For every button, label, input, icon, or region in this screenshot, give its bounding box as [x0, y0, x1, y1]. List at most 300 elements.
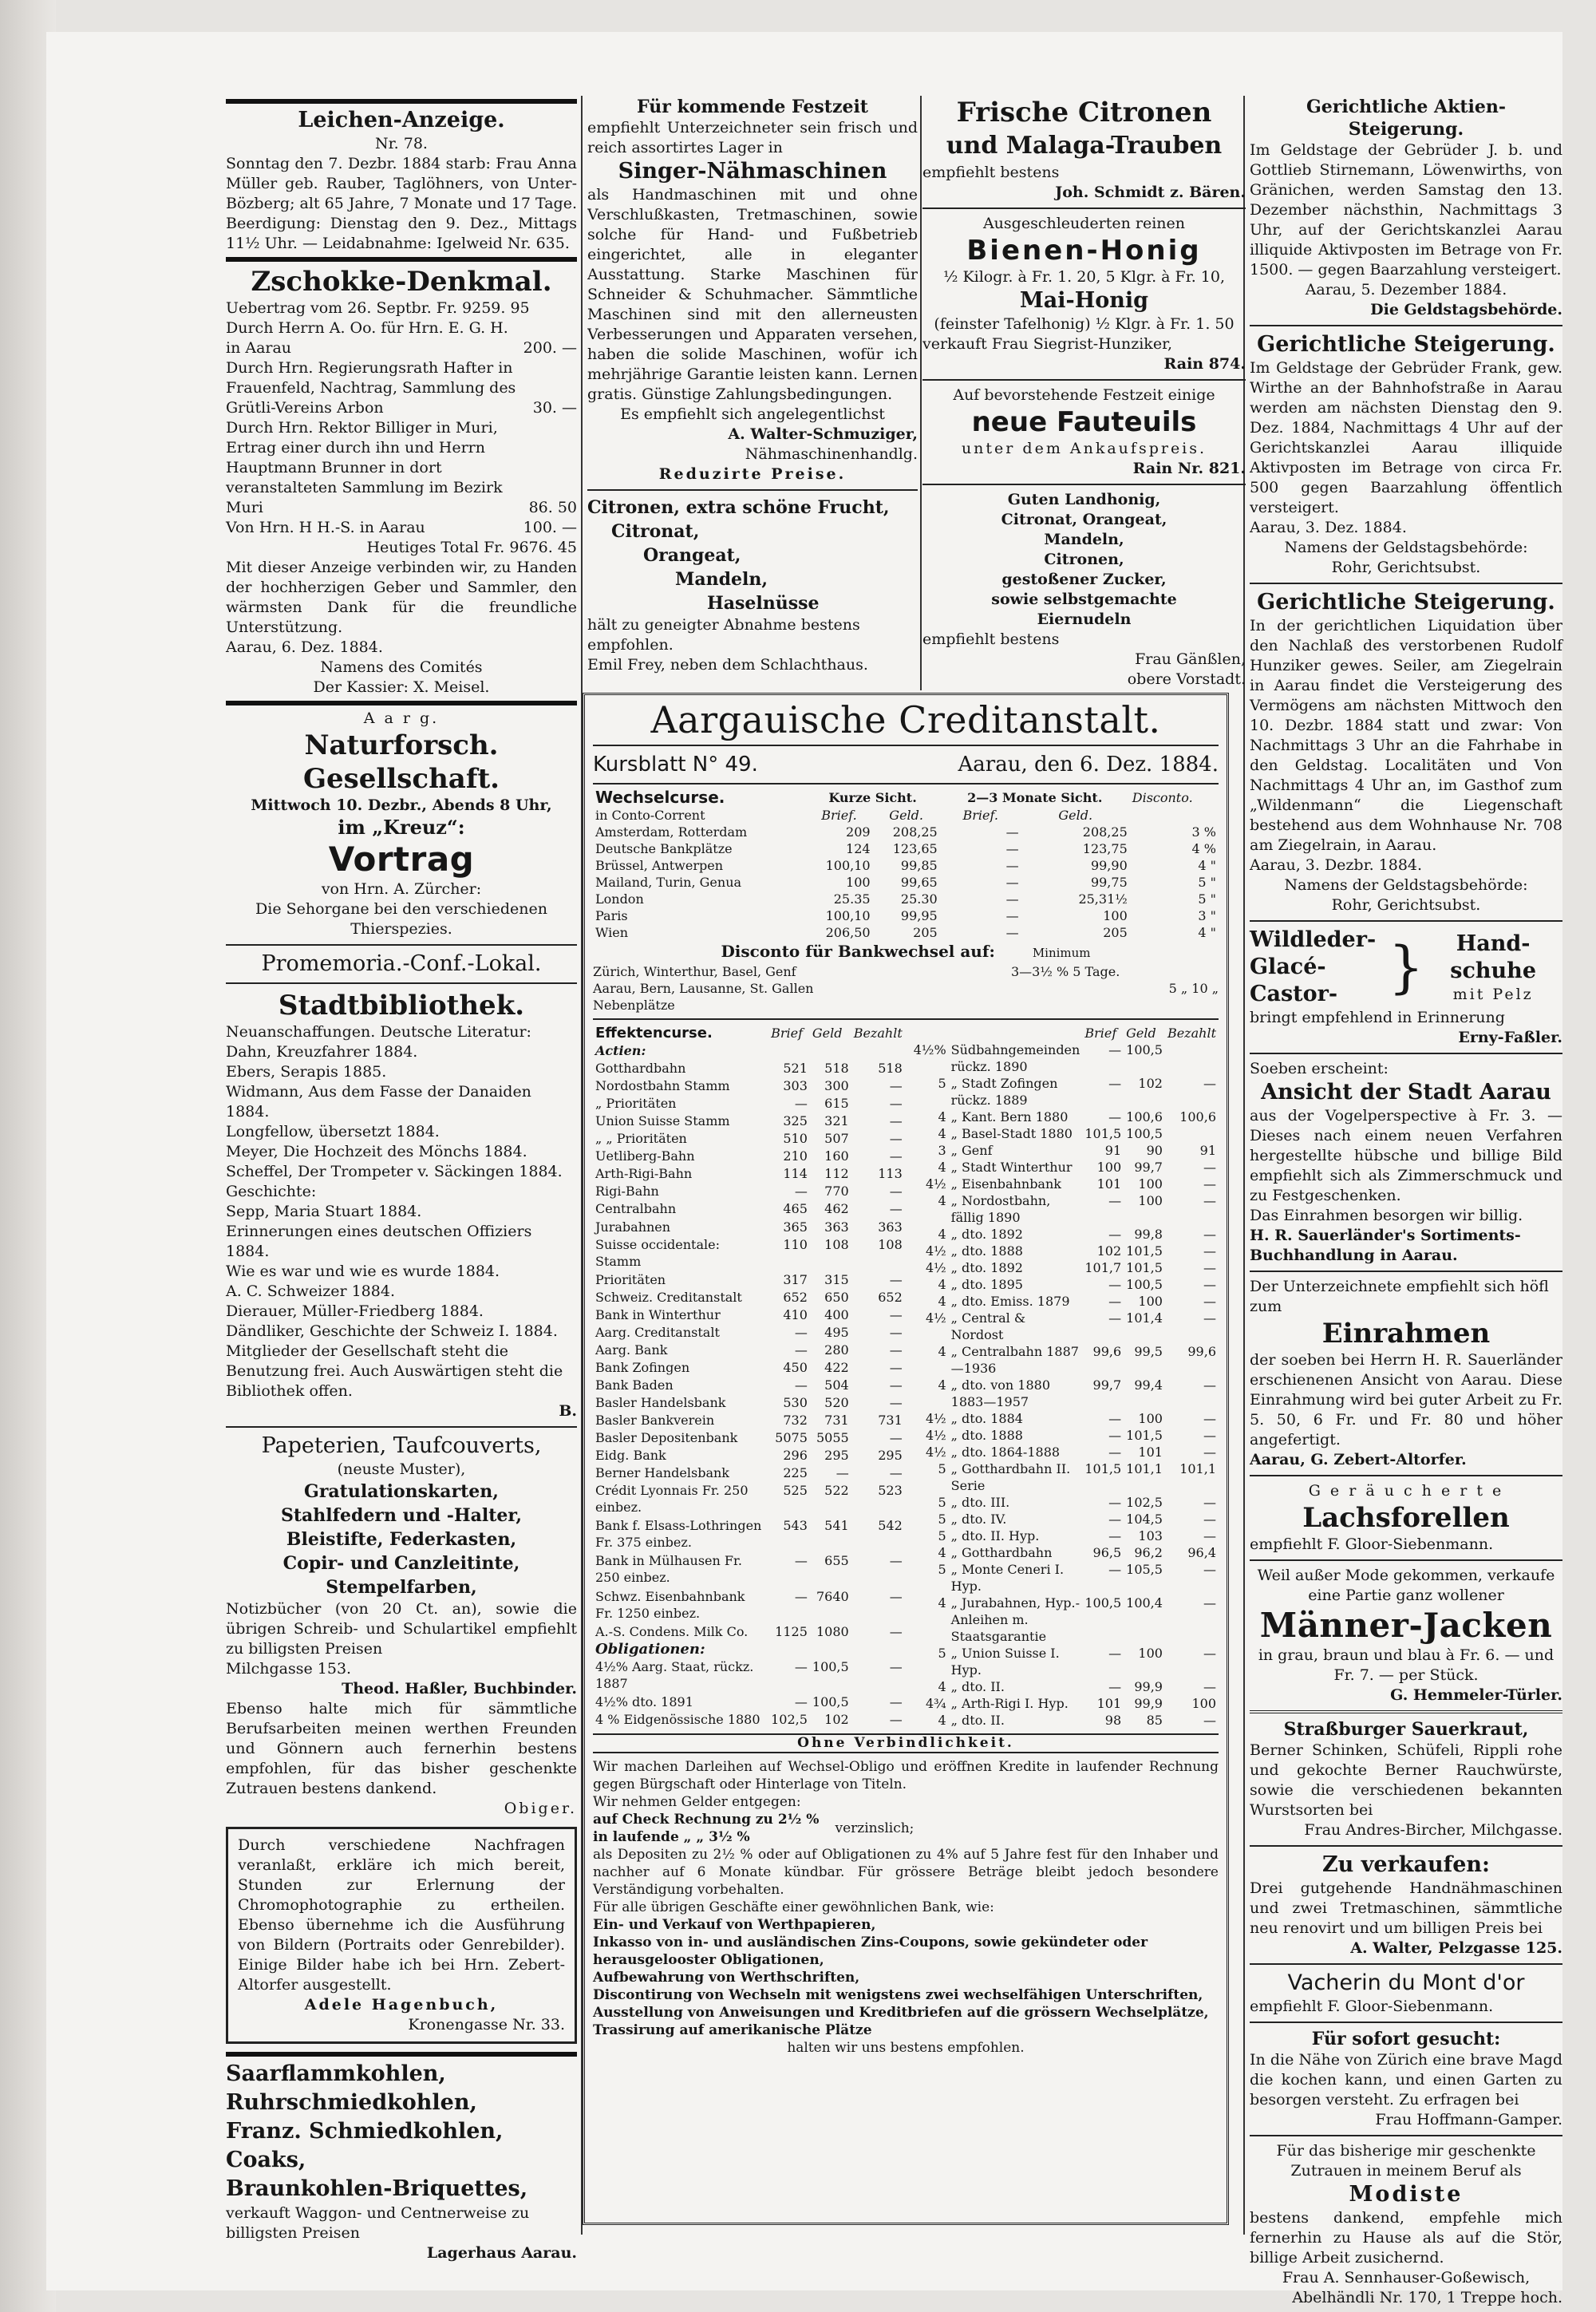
kohlen-items: [226, 2060, 577, 2203]
effekten-row: [911, 1243, 1219, 1259]
effekten-cell-b: 99,7: [1092, 1377, 1122, 1393]
effekten-row: [911, 1427, 1219, 1444]
rule: [593, 745, 1219, 746]
stadtbib-line: Erinnerungen eines deutschen Offiziers 1884.: [226, 1223, 532, 1260]
zschokke-lines: [226, 298, 577, 538]
effekten-cell-b: 101,7: [1084, 1260, 1122, 1275]
effekten-cell-n: Südbahngemeinden rückz. 1890: [950, 1042, 1080, 1074]
ansicht-text: aus der Vogelperspective à Fr. 3. — Dieses nach einem neuen Verfahren hergestellte hübsche und billige Bild empfiehlt sich als Zimmerschmuck und zu Festgeschenken.: [1250, 1107, 1562, 1204]
effekten-cell-z: —: [1203, 1411, 1216, 1426]
ansicht-title: Ansicht der Stadt Aarau: [1261, 1080, 1551, 1105]
effekten-row: [911, 1678, 1219, 1695]
rule: [1250, 2135, 1562, 2136]
effekten-row: [593, 1447, 905, 1464]
wechsel-cell-d: 4 ": [1198, 925, 1216, 940]
effekten-cell-g: 321: [824, 1113, 849, 1129]
effekten-cell-r: 4½: [925, 1260, 946, 1275]
singer-pre: Für kommende Festzeit: [637, 97, 868, 117]
gloves-right1: Hand-: [1456, 931, 1531, 956]
column-rule: [920, 96, 922, 690]
effekten-cell-g: 363: [824, 1219, 849, 1235]
jacken-title: Männer-Jacken: [1259, 1606, 1553, 1645]
stadtbib-line: Meyer, Die Hochzeit des Mönchs 1884.: [226, 1143, 527, 1160]
effekten-row: [593, 1236, 905, 1271]
ca-kursblatt: Kursblatt N° 49.: [593, 753, 758, 777]
effekten-cell-z: —: [1203, 1528, 1216, 1543]
effekten-cell-g: 462: [824, 1201, 849, 1217]
papeterien-title: Papeterien, Taufcouverts,: [261, 1433, 542, 1458]
stadtbib-line: Longfellow, übersetzt 1884.: [226, 1123, 440, 1140]
effekten-cell-g: 101,5: [1126, 1260, 1163, 1275]
singer-text: als Handmaschinen mit und ohne Verschlußkasten, Tretmaschinen, sowie solche für Hand- und Fußbetrieb eingerichtet, alle in eleganter Ausstattung. Starke Maschinen für Schneider & Schuhmacher. Sämmtliche Maschinen sind mit den allerneusten Verbesserungen und Apparaten versehen, haben die solide Maschinen, wofür ich mehrjährige Garantie leisten kann. Lernen gratis. Günstige Zahlungsbedingungen.: [587, 186, 918, 403]
disconto-place: Aarau, Bern, Lausanne, St. Gallen: [593, 981, 814, 996]
effekten-cell-n: Eidg. Bank: [595, 1448, 666, 1464]
effekten-cell-g: 650: [824, 1289, 849, 1305]
effekten-cell-n: „ Nordostbahn, fällig 1890: [950, 1193, 1051, 1225]
effekten-right: [911, 1025, 1219, 1729]
effekten-aktien: Actien:: [595, 1043, 646, 1059]
effekten-cell-r: 4: [938, 1277, 946, 1292]
zschokke-place: Aarau, 6. Dez. 1884.: [226, 638, 383, 656]
effekten-cell-n: Basler Depositenbank: [595, 1430, 738, 1446]
effekten-cell-z: —: [889, 1623, 903, 1639]
stadtbib-line: Dierauer, Müller-Friedberg 1884.: [226, 1302, 484, 1320]
effekten-cell-b: 1125: [775, 1623, 808, 1639]
stadtbib-line: A. C. Schweizer 1884.: [226, 1282, 395, 1300]
effekten-row: [911, 1192, 1219, 1226]
effekten-cell-r: 5: [938, 1512, 946, 1527]
natur-pre: A a r g.: [363, 709, 440, 727]
effekten-cell-g: 5055: [816, 1430, 849, 1446]
wechsel-cell-kb: 206,50: [825, 925, 871, 940]
effekten-cell-z: 523: [878, 1483, 903, 1499]
effekten-cell-n: „ dto. IV.: [950, 1512, 1007, 1527]
effekten-cell-n: Berner Handelsbank: [595, 1465, 729, 1481]
wechsel-title: Wechselcurse.: [595, 788, 725, 807]
wechsel-cell-lg: 208,25: [1082, 824, 1128, 840]
photo-name: Adele Hagenbuch,: [304, 1996, 499, 2014]
effekten-cell-z: —: [1203, 1595, 1216, 1610]
effekten-cell-g: 99,5: [1134, 1344, 1163, 1359]
kohlen-item: Coaks,: [226, 2148, 306, 2172]
effekten-cell-b: —: [794, 1324, 808, 1340]
singer-seller2: Nähmaschinenhandlg.: [745, 445, 918, 463]
effekten-cell-g: 280: [824, 1342, 849, 1358]
effekten-cell-z: —: [1203, 1176, 1216, 1192]
wechsel-cell-kg: 205: [913, 925, 938, 940]
services-p1: Wir machen Darleihen auf Wechsel-Obligo und eröffnen Kredite in laufender Rechnung gegen Bürgschaft oder Hinterlage von Titeln.: [593, 1759, 1219, 1792]
rule: [1250, 920, 1562, 922]
effekten-row: [593, 1289, 905, 1306]
steig2-title: Gerichtliche Steigerung.: [1257, 590, 1555, 615]
wechsel-row: [593, 840, 1219, 857]
modiste-pre: Für das bisherige mir geschenkte Zutrauen in meinem Beruf als: [1276, 2142, 1536, 2180]
lachs-pre: G e r ä u c h e r t e: [1308, 1482, 1504, 1500]
services-item: Aufbewahrung von Werthschriften,: [593, 1970, 860, 1986]
effekten-cell-z: —: [889, 1394, 903, 1410]
natur-by: von Hrn. A. Zürcher:: [321, 880, 482, 898]
effekten-cell-g: 102: [824, 1711, 849, 1727]
zschokke-line-amount: 30. —: [532, 399, 577, 417]
stadtbib-line: Wie es war und wie es wurde 1884.: [226, 1263, 500, 1280]
effekten-row: [593, 1517, 905, 1552]
gloves-left-item: Wildleder-: [1250, 927, 1377, 952]
papeterien-item: Bleistifte, Federkasten,: [286, 1529, 517, 1550]
effekten-cell-b: —: [1108, 1512, 1122, 1527]
effekten-cell-g: 108: [824, 1236, 849, 1252]
rule: [593, 783, 1219, 784]
effekten-cell-r: 4: [938, 1126, 946, 1141]
effekten-cell-g: 105,5: [1126, 1562, 1163, 1577]
effekten-cell-b: 101: [1096, 1696, 1122, 1711]
wechsel-cell-d: 4 ": [1198, 858, 1216, 873]
zschokke-line: [226, 418, 577, 518]
effekten-cell-z: —: [1203, 1227, 1216, 1242]
effekten-cell-b: —: [794, 1096, 808, 1112]
rule: [1250, 1271, 1562, 1272]
papeterien-item: Stempelfarben,: [326, 1577, 477, 1598]
effekten-cell-n: „ Jurabahnen, Hyp.-Anleihen m. Staatsgarantie: [950, 1595, 1080, 1644]
effekten-cell-b: —: [1108, 1193, 1122, 1208]
effekten-row: [911, 1226, 1219, 1243]
effekten-cell-g: 422: [824, 1359, 849, 1375]
natur-title: Naturforsch. Gesellschaft.: [302, 729, 500, 795]
ansicht-seller: H. R. Sauerländer's Sortiments-Buchhandlung in Aarau.: [1250, 1227, 1521, 1264]
rule: [922, 207, 1246, 209]
rule: [922, 379, 1246, 381]
disconto-title-text: Disconto für Bankwechsel auf:: [721, 942, 995, 961]
fresh-title2: und Malaga-Trauben: [946, 132, 1223, 160]
wechsel-cell-kg: 99,65: [900, 875, 938, 890]
effekten-row: [593, 1377, 905, 1394]
services-p3c: verzinslich;: [835, 1820, 915, 1836]
services-p4: als Depositen zu 2½ % oder auf Obligationen zu 4% auf 5 Jahre fest für den Inhaber und nachher auf 6 Monate kündbar. Für grössere Beträge bleibt jedoch besondere Verständigung vorbehalten.: [593, 1847, 1219, 1898]
effekten-cell-r: 4: [938, 1294, 946, 1309]
rule: [1250, 1559, 1562, 1561]
effekten-cell-n: „ Central & Nordost: [950, 1310, 1026, 1342]
effekten-cell-n: Bank f. Elsass-Lothringen Fr. 375 einbez.: [595, 1518, 762, 1551]
honey-price: ½ Kilogr. à Fr. 1. 20, 5 Klgr. à Fr. 10,: [942, 268, 1225, 286]
effekten-cell-n: „ dto. Emiss. 1879: [950, 1294, 1070, 1309]
zschokke-line: [226, 518, 577, 538]
effekten-cell-z: —: [1203, 1445, 1216, 1460]
effekten-cell-n: „ dto. 1892: [950, 1227, 1023, 1242]
effekten-row: [593, 1077, 905, 1095]
effekten-cell-b: 98: [1104, 1713, 1122, 1728]
effekten-cell-n: „ Arth-Rigi I. Hyp.: [950, 1696, 1069, 1711]
effekten-cell-r: 4: [938, 1679, 946, 1694]
goods-item: Mandeln,: [1044, 531, 1124, 548]
effekten-cell-b: —: [1108, 1042, 1122, 1057]
rule: [922, 484, 1246, 485]
effekten-row: [593, 1429, 905, 1447]
effekten-cell-z: —: [1203, 1713, 1216, 1728]
effekten-cell-g: 507: [824, 1131, 849, 1147]
effekten-cell-g: 102: [1138, 1076, 1163, 1091]
jacken-text: in grau, braun und blau à Fr. 6. — und Fr. 7. — per Stück.: [1258, 1646, 1555, 1684]
effekten-cell-n: „ dto. 1895: [950, 1277, 1023, 1292]
natur-topic: Die Sehorgane bei den verschiedenen Thierspezies.: [255, 900, 547, 938]
effekten-cell-g: 1080: [816, 1623, 849, 1639]
zschokke-title: Zschokke-Denkmal.: [251, 266, 552, 298]
zschokke-line: [226, 298, 577, 318]
effekten-cell-g: 101,5: [1126, 1428, 1163, 1443]
wechsel-head-geld: Geld.: [889, 808, 923, 823]
effekten-cell-g: 541: [824, 1518, 849, 1534]
effekten-footer: Ohne Verbindlichkeit.: [593, 1733, 1219, 1753]
effekten-cell-z: —: [1203, 1193, 1216, 1208]
wechsel-row: [593, 824, 1219, 840]
honey-title: Bienen-Honig: [966, 235, 1202, 267]
wechsel-row: [593, 857, 1219, 874]
goods-item: Citronen,: [1044, 551, 1124, 568]
disconto-block: [593, 963, 1219, 1014]
effekten-row: [593, 1165, 905, 1183]
effekten-cell-n: Aarg. Creditanstalt: [595, 1324, 720, 1340]
gloves-right3: mit Pelz: [1452, 985, 1534, 1003]
services-item: Ein- und Verkauf von Werthpapieren,: [593, 1917, 876, 1933]
death-notice-number: Nr. 78.: [375, 135, 428, 152]
wechsel-row: [593, 874, 1219, 891]
effekten-cell-n: „ Union Suisse I. Hyp.: [950, 1646, 1060, 1678]
services-rates: [593, 1811, 1219, 1846]
effekten-cell-b: 114: [783, 1166, 808, 1182]
effekten-row: [911, 1595, 1219, 1645]
effekten-cell-g: 300: [824, 1078, 849, 1094]
honey-seller: verkauft Frau Siegrist-Hunziker,: [922, 335, 1173, 353]
effekten-cell-n: Bank in Mülhausen Fr. 250 einbez.: [595, 1553, 742, 1586]
wechsel-cell-kb: 100,10: [825, 908, 871, 923]
effekten-cell-r: 4: [938, 1713, 946, 1728]
effekten-cell-z: 108: [878, 1236, 903, 1252]
gloves-text: bringt empfehlend in Erinnerung: [1250, 1009, 1505, 1026]
gloves-brace: }: [1388, 935, 1424, 1000]
effekten-cell-z: —: [889, 1658, 903, 1674]
effekten-cell-g: 518: [824, 1061, 849, 1077]
modiste-text: bestens dankend, empfehle mich fernerhin zu Hause als auf die Stör, billige Arbeit zusichernd.: [1250, 2209, 1562, 2267]
effekten-cell-z: 731: [878, 1413, 903, 1429]
effekten-cell-n: Nordostbahn Stamm: [595, 1078, 730, 1094]
effekten-cell-g: 495: [824, 1324, 849, 1340]
steig1-title: Gerichtliche Steigerung.: [1257, 332, 1555, 357]
rule: [1250, 1475, 1562, 1476]
effekten-cell-n: „ Monte Ceneri I. Hyp.: [950, 1562, 1065, 1594]
effekten-row: [593, 1623, 905, 1641]
ca-title: Aargauische Creditanstalt.: [650, 698, 1161, 741]
stadtbib-line: Scheffel, Der Trompeter v. Säckingen 1884.: [226, 1163, 563, 1180]
aktien-text: Im Geldstage der Gebrüder J. b. und Gottlieb Stirnemann, Löwenwirths, von Gränichen, werden Samstag den 13. Dezember nächsthin, Nachmittags 3 Uhr, auf der Gerichtskanzlei Aarau illiquide Aktivposten im Betrage von Fr. 1500. — gegen Baarzahlung versteigert.: [1250, 141, 1562, 279]
gloves-left-item: Castor-: [1250, 982, 1338, 1006]
ca-header: [593, 751, 1219, 778]
effekten-cell-z: —: [889, 1324, 903, 1340]
effekten-cell-b: 101,5: [1084, 1461, 1122, 1476]
papeterien-item: Stahlfedern und -Halter,: [280, 1505, 523, 1526]
effekten-cell-n: „ Prioritäten: [595, 1096, 677, 1112]
wechsel-cell-d: 5 ": [1198, 875, 1216, 890]
effekten-row: [911, 1310, 1219, 1343]
effekten-cell-g: 96,2: [1134, 1545, 1163, 1560]
wechsel-table: [593, 789, 1219, 941]
effekten-cell-b: —: [794, 1184, 808, 1199]
rule: [226, 99, 577, 104]
rule: [1250, 1845, 1562, 1847]
stadtbib-line: Widmann, Aus dem Fasse der Danaiden 1884.: [226, 1083, 531, 1120]
effekten-cell-n: „ dto. 1864-1888: [950, 1445, 1061, 1460]
zschokke-line-text: Uebertrag vom 26. Septbr. Fr. 9259. 95: [226, 299, 530, 317]
effekten-cell-g: 160: [824, 1148, 849, 1164]
effekten-cell-z: —: [1203, 1495, 1216, 1510]
stadtbib-list: [226, 1022, 577, 1401]
effekten-cell-z: —: [889, 1078, 903, 1094]
stadtbib-line: Mitglieder der Gesellschaft steht die Benutzung frei. Auch Auswärtigen steht die Bibliothek offen.: [226, 1342, 563, 1400]
modiste-seller: Frau A. Sennhauser-Goßewisch,: [1282, 2269, 1531, 2286]
wechsel-row: [593, 924, 1219, 941]
disconto-place: Zürich, Winterthur, Basel, Genf: [593, 964, 796, 979]
wechsel-cell-kg: 99,95: [900, 908, 938, 923]
goods-seller: Frau Gänßlen,: [1135, 650, 1246, 668]
effekten-row: [593, 1412, 905, 1429]
wechsel-cell-kg: 123,65: [892, 841, 938, 856]
zschokke-line-text: Durch Hrn. Regierungsrath Hafter in Frauenfeld, Nachtrag, Sammlung des Grütli-Vereins Arbon: [226, 359, 516, 417]
citronen-item: Haselnüsse: [707, 593, 820, 614]
effekten-cell-b: —: [1108, 1076, 1122, 1091]
effekten-row: [593, 1183, 905, 1200]
effekten-row: [593, 1342, 905, 1359]
wechsel-cell-kb: 209: [846, 824, 871, 840]
effekten-cell-g: 731: [824, 1413, 849, 1429]
goods-item: Citronat, Orangeat,: [1001, 511, 1167, 528]
effekten-cell-b: —: [1108, 1445, 1122, 1460]
modiste-addr: Abelhändli Nr. 170, 1 Treppe hoch.: [1292, 2289, 1562, 2306]
effekten-cell-g: 100: [1138, 1411, 1163, 1426]
papeterien-notiz: Notizbücher (von 20 Ct. an), sowie die übrigen Schreib- und Schulartikel empfiehlt zu billigsten Preisen: [226, 1600, 577, 1658]
kohlen-item: Saarflammkohlen,: [226, 2061, 446, 2086]
einrahmen-title: Einrahmen: [1321, 1318, 1491, 1350]
effekten-cell-z: —: [889, 1306, 903, 1322]
steig1-place: Aarau, 3. Dez. 1884.: [1250, 519, 1407, 536]
effekten-row: [593, 1306, 905, 1324]
effekten-cell-g: 101,5: [1126, 1243, 1163, 1259]
vacherin-seller: empfiehlt F. Gloor-Siebenmann.: [1250, 1998, 1494, 2015]
honey-pre: Ausgeschleuderten reinen: [982, 215, 1186, 232]
papeterien-addr: Milchgasse 153.: [226, 1660, 352, 1678]
gloves-block: [1250, 927, 1562, 1008]
effekten-cell-z: 100: [1191, 1696, 1216, 1711]
effekten-row: [911, 1125, 1219, 1142]
wechsel-cell-place: London: [595, 891, 644, 907]
wechsel-cell-lb: —: [1005, 824, 1019, 840]
zschokke-sign2: Der Kassier: X. Meisel.: [313, 678, 490, 696]
effekten-row: [593, 1394, 905, 1412]
fauteuils-text: unter dem Ankaufspreis.: [961, 440, 1207, 457]
death-notice-title: Leichen-Anzeige.: [298, 108, 505, 132]
effekten-cell-b: —: [1108, 1528, 1122, 1543]
eff-head-brief: Brief: [1084, 1026, 1117, 1041]
effekten-cell-n: 4 % Eidgenössische 1880: [595, 1711, 760, 1727]
effekten-cell-n: „ Basel-Stadt 1880: [950, 1126, 1073, 1141]
effekten-cell-b: 732: [783, 1413, 808, 1429]
kohlen-seller: Lagerhaus Aarau.: [426, 2244, 577, 2262]
natur-vortrag: Vortrag: [328, 840, 475, 879]
effekten-block: [593, 1025, 1219, 1729]
effekten-cell-z: —: [1203, 1512, 1216, 1527]
effekten-cell-n: „ Stadt Zofingen rückz. 1889: [950, 1076, 1058, 1108]
effekten-cell-z: —: [1203, 1562, 1216, 1577]
wechsel-cell-lb: —: [1005, 925, 1019, 940]
effekten-cell-z: —: [1203, 1243, 1216, 1259]
effekten-cell-n: „ dto. II.: [950, 1713, 1005, 1728]
effekten-cell-z: —: [1203, 1310, 1216, 1326]
steig1-text: Im Geldstage der Gebrüder Frank, gew. Wirthe an der Bahnhofstraße in Aarau werden am nächsten Dienstag den 9. Dez. 1884, Nachmittags 4 Uhr auf der Gerichtskanzlei Aarau illiquide Aktivposten im Betrage von circa Fr. 500 gegen Baarzahlung öffentlich versteigert.: [1250, 359, 1562, 516]
effekten-cell-r: 5: [938, 1562, 946, 1577]
effekten-cell-b: 652: [783, 1289, 808, 1305]
eff-head-bez: Bezahlt: [1167, 1026, 1216, 1041]
effekten-cell-b: —: [1108, 1277, 1122, 1292]
wechsel-cell-place: Brüssel, Antwerpen: [595, 858, 724, 873]
effekten-row: [911, 1645, 1219, 1678]
singer-prices: Reduzirte Preise.: [658, 465, 847, 483]
gloves-right2: schuhe: [1450, 958, 1536, 983]
honey-price2: (feinster Tafelhonig) ½ Klgr. à Fr. 1. 50: [934, 315, 1235, 333]
services-items: [593, 1916, 1219, 2039]
effekten-cell-b: —: [1108, 1294, 1122, 1309]
effekten-row: [593, 1271, 905, 1289]
effekten-cell-g: 100,4: [1126, 1595, 1163, 1610]
papeterien-item: Copir- und Canzleitinte,: [282, 1553, 520, 1574]
effekten-cell-g: 103: [1138, 1528, 1163, 1543]
effekten-cell-z: 91: [1199, 1143, 1216, 1158]
stadtbib-line: Sepp, Maria Stuart 1884.: [226, 1203, 422, 1220]
effekten-cell-z: 101,1: [1179, 1461, 1216, 1476]
effekten-cell-r: 4½: [925, 1428, 946, 1443]
eff-head-geld: Geld: [812, 1026, 843, 1041]
effekten-row: [911, 1494, 1219, 1511]
column-4: [1250, 96, 1562, 2308]
effekten-row: [593, 1464, 905, 1482]
wechsel-cell-lb: —: [1005, 875, 1019, 890]
effekten-cell-b: 303: [783, 1078, 808, 1094]
effekten-row: [593, 1200, 905, 1218]
effekten-cell-z: —: [1203, 1294, 1216, 1309]
rule: [1250, 325, 1562, 326]
effekten-cell-b: 102,5: [771, 1711, 808, 1727]
effekten-cell-g: 770: [824, 1184, 849, 1199]
column-2: [587, 96, 918, 694]
effekten-cell-r: 4: [938, 1595, 946, 1610]
effekten-cell-n: „ dto. II.: [950, 1679, 1005, 1694]
wechsel-cell-lg: 100: [1103, 908, 1128, 923]
effekten-cell-b: —: [1108, 1646, 1122, 1661]
effekten-row: [911, 1293, 1219, 1310]
fresh-title1: Frische Citronen: [956, 97, 1212, 128]
effekten-row: [911, 1544, 1219, 1561]
wechsel-cell-kg: 25.30: [900, 891, 938, 907]
wechsel-cell-lg: 123,75: [1082, 841, 1128, 856]
stadtbib-title: Stadtbibliothek.: [278, 990, 525, 1022]
effekten-cell-g: 100,5: [1126, 1042, 1163, 1057]
effekten-cell-r: 4½: [925, 1243, 946, 1259]
goods-item: Guten Landhonig,: [1007, 491, 1161, 508]
effekten-cell-z: —: [1203, 1679, 1216, 1694]
effekten-cell-n: „ dto. von 1880 1883—1957: [950, 1377, 1050, 1409]
creditanstalt-box: [583, 693, 1229, 2225]
wechsel-cell-lb: —: [1005, 908, 1019, 923]
wechsel-head-geld: Geld.: [1058, 808, 1093, 823]
effekten-cell-z: —: [889, 1465, 903, 1481]
zschokke-line-text: Von Hrn. H H.-S. in Aarau: [226, 519, 425, 536]
effekten-cell-n: „ Genf: [950, 1143, 993, 1158]
sauerkraut-title: Straßburger Sauerkraut,: [1283, 1719, 1529, 1740]
